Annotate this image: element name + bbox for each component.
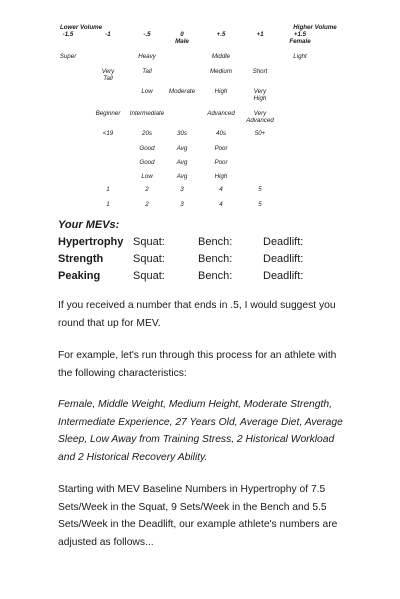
strength-low: Low [141,88,153,95]
recovery-1: 1 [106,201,110,208]
stress-low: Low [141,173,153,180]
scale-pos-0-5: +.5 [216,31,226,38]
scale-pos-1-5: +1.5 [293,31,307,38]
age-50-plus: 50+ [254,130,266,137]
experience-advanced: Advanced [207,110,235,117]
sleep-good: Good [139,159,155,166]
height-medium: Medium [209,68,233,75]
experience-intermediate: Intermediate [129,110,165,117]
size-light: Light [293,53,307,60]
recovery-4: 4 [219,201,223,208]
workload-3: 3 [180,186,184,193]
diet-avg: Avg [176,145,188,152]
paragraph-baseline-numbers: Starting with MEV Baseline Numbers in Hypertrophy of 7.5 Sets/Week in the Squat, 9 Sets/Week in the Bench and 5.5 Sets/Week in the Deadlift, our example athlete's numbers are adjusted as follows... [58,484,338,548]
size-heavy: Heavy [138,53,156,60]
height-short: Short [252,68,268,75]
workload-5: 5 [258,186,262,193]
scale-neg-1: -1 [105,31,111,38]
diet-good: Good [139,145,155,152]
scale-neg-1-5: -1.5 [62,31,74,38]
squat-field-label: Squat: [133,236,165,248]
size-super: Super [59,53,77,60]
male-label: Male [175,38,189,45]
bench-field-label: Bench: [198,236,233,248]
mev-row-label: Hypertrophy [58,236,124,248]
recovery-5: 5 [258,201,262,208]
height-tall: Tall [142,68,152,75]
scale-pos-1: +1 [256,31,264,38]
age-40s: 40s [216,130,226,137]
squat-field-label: Squat: [133,253,165,265]
deadlift-field-label: Deadlift: [263,236,304,248]
bench-field-label: Bench: [198,270,233,282]
experience-beginner: Beginner [95,110,121,117]
height-very-tall: Very Tall [101,68,115,82]
age-30s: 30s [177,130,187,137]
diet-poor: Poor [214,145,228,152]
mevs-heading: Your MEVs: [58,219,120,231]
scale-zero: 0 [180,31,184,38]
strength-high: High [214,88,228,95]
lower-volume-label: Lower Volume [60,24,103,31]
deadlift-field-label: Deadlift: [263,270,304,282]
sleep-avg: Avg [176,159,188,166]
stress-avg: Avg [176,173,188,180]
volume-adjustment-table [0,0,400,215]
female-label: Female [289,38,311,45]
workload-1: 1 [106,186,110,193]
mev-row-label: Strength [58,253,104,265]
sleep-poor: Poor [214,159,228,166]
workload-4: 4 [219,186,223,193]
mev-row-label: Peaking [58,270,101,282]
size-middle: Middle [211,53,231,60]
scale-neg-0-5: -.5 [143,31,151,38]
deadlift-field-label: Deadlift: [263,253,304,265]
paragraph-example-intro: For example, let's run through this process for an athlete with the following characteristics: [58,350,337,379]
bench-field-label: Bench: [198,253,233,265]
strength-moderate: Moderate [168,88,196,95]
workload-2: 2 [145,186,149,193]
age-under-19: <19 [102,130,114,137]
higher-volume-label: Higher Volume [293,24,337,31]
paragraph-athlete-characteristics: Female, Middle Weight, Medium Height, Moderate Strength, Intermediate Experience, 27 Years Old, Average Diet, Average Sleep, Low Away from Training Stress, 2 Historical Workload and 2 Historical Recovery Ability. [58,399,343,463]
recovery-3: 3 [180,201,184,208]
stress-high: High [214,173,228,180]
age-20s: 20s [142,130,152,137]
recovery-2: 2 [145,201,149,208]
experience-very-advanced: Very Advanced [246,110,274,124]
strength-very-high: Very High [253,88,267,102]
squat-field-label: Squat: [133,270,165,282]
paragraph-rounding: If you received a number that ends in .5, I would suggest you round that up for MEV. [58,300,336,329]
